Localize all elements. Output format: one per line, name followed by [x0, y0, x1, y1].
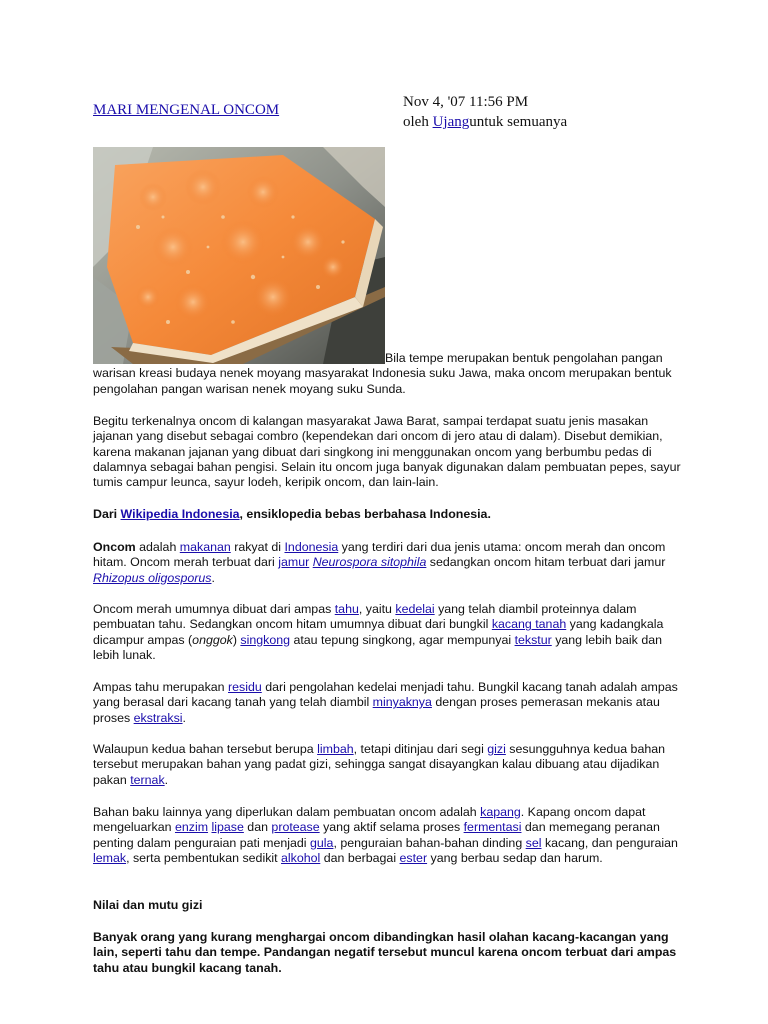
kapang-paragraph — [93, 805, 683, 866]
text: dan memegang peranan penting dalam penguraian pati menjadi — [93, 820, 660, 850]
intro-text-1: Bila tempe merupakan bentuk pengolahan pangan — [385, 351, 663, 365]
link-lipase[interactable]: lipase — [211, 820, 244, 835]
text: sedangkan oncom hitam terbuat dari jamur — [426, 555, 666, 570]
text: adalah — [135, 540, 180, 554]
author-link[interactable]: Ujang — [432, 114, 470, 130]
text: yang kadangkala dicampur ampas ( — [93, 617, 664, 647]
wikipedia-link[interactable]: Wikipedia Indonesia — [120, 507, 240, 521]
text: yang berbau sedap dan harum. — [427, 850, 603, 865]
link-limbah[interactable]: limbah — [317, 742, 354, 756]
text: Oncom merah umumnya dibuat dari ampas — [93, 602, 335, 616]
link-minyaknya[interactable]: minyaknya — [372, 695, 432, 710]
text: atau tepung singkong, agar mempunyai — [290, 632, 515, 647]
post-date: Nov 4, '07 11:56 PM — [403, 94, 529, 110]
ampas-paragraph — [93, 680, 683, 726]
source-text-1: Dari — [93, 507, 121, 521]
text: yang telah diambil proteinnya dalam pembuatan tahu. Sedangkan oncom hitam umumnya dibuat dari bungkil — [93, 602, 637, 632]
text: sesungguhnya kedua bahan tersebut merupakan bahan yang padat gizi, sehingga sangat disayangkan kalau dibuang atau dijadikan pakan — [93, 742, 666, 787]
text: . — [211, 570, 215, 585]
link-fermentasi[interactable]: fermentasi — [463, 820, 522, 835]
link-tahu[interactable]: tahu — [334, 602, 359, 616]
intro-text-2: warisan kreasi budaya nenek moyang masyarakat Indonesia suku Jawa, maka oncom merupakan bentuk pengolahan pangan warisan nenek moyang suku Sunda. — [93, 366, 672, 396]
link-ester[interactable]: ester — [399, 850, 428, 865]
text: kacang, dan penguraian — [541, 835, 678, 850]
source-paragraph — [93, 507, 683, 522]
text: rakyat di — [230, 540, 285, 554]
link-gula[interactable]: gula — [310, 835, 334, 850]
article-title-link[interactable]: MARI MENGENAL ONCOM — [93, 102, 280, 118]
text: . — [164, 772, 169, 787]
text: , serta pembentukan sedikit — [126, 850, 282, 865]
link-residu[interactable]: residu — [228, 680, 262, 694]
text: , penguraian bahan-bahan dinding — [333, 835, 526, 850]
byline-prefix: oleh — [403, 114, 433, 130]
link-neurospora[interactable]: Neurospora sitophila — [312, 555, 427, 570]
link-gizi[interactable]: gizi — [487, 742, 506, 756]
text: Ampas tahu merupakan — [93, 680, 228, 694]
link-tekstur[interactable]: tekstur — [514, 632, 552, 647]
text: dengan proses pemerasan mekanis atau proses — [93, 695, 660, 725]
link-alkohol[interactable]: alkohol — [281, 850, 321, 865]
link-jamur[interactable]: jamur — [278, 555, 310, 570]
text: . — [182, 710, 186, 725]
definition-paragraph — [93, 540, 683, 586]
post-meta — [403, 92, 567, 132]
link-protease[interactable]: protease — [271, 820, 320, 835]
link-rhizopus[interactable]: Rhizopus oligosporus — [93, 570, 212, 585]
link-sel[interactable]: sel — [525, 835, 542, 850]
text: yang lebih baik dan lebih lunak. — [93, 632, 662, 662]
text: ) — [232, 632, 241, 647]
text: Bahan baku lainnya yang diperlukan dalam pembuatan oncom adalah — [93, 805, 481, 819]
post-byline — [403, 112, 567, 132]
link-singkong[interactable]: singkong — [240, 632, 291, 647]
oncom-term: Oncom — [93, 540, 136, 554]
link-ekstraksi[interactable]: ekstraksi — [133, 710, 183, 725]
byline-audience: untuk semuanya — [469, 114, 568, 130]
text: dan — [243, 820, 272, 835]
text: , yaitu — [358, 602, 396, 616]
text: . Kapang oncom dapat mengeluarkan — [93, 805, 646, 835]
link-ternak[interactable]: ternak — [130, 772, 165, 787]
limbah-paragraph — [93, 742, 683, 788]
section-heading: Nilai dan mutu gizi — [93, 898, 203, 912]
nutrition-paragraph: Banyak orang yang kurang menghargai oncom dibandingkan hasil olahan kacang-kacangan yang lain, seperti tahu dan tempe. Pandangan negatif tersebut muncul karena oncom terbuat dari ampas tahu atau bungkil kacang tanah. — [93, 930, 677, 975]
link-kedelai[interactable]: kedelai — [395, 602, 435, 616]
text: yang aktif selama proses — [319, 820, 464, 835]
link-enzim[interactable]: enzim — [174, 820, 209, 835]
link-indonesia[interactable]: Indonesia — [284, 540, 339, 554]
article-title[interactable] — [93, 101, 279, 119]
source-text-2: , ensiklopedia bebas berbahasa Indonesia. — [239, 507, 491, 521]
text: Walaupun kedua bahan tersebut berupa — [93, 742, 318, 756]
oncom-photo — [93, 147, 385, 364]
link-makanan[interactable]: makanan — [179, 540, 231, 554]
link-kapang[interactable]: kapang — [480, 805, 521, 819]
onggok-term: onggok — [192, 632, 233, 647]
text: dan berbagai — [320, 850, 400, 865]
combro-paragraph: Begitu terkenalnya oncom di kalangan masyarakat Jawa Barat, sampai terdapat suatu jenis masakan jajanan yang disebut sebagai combro (kependekan dari oncom di jero atau di dalam). Disebut demikian, karena makanan jajanan yang dibuat dari singkong ini menggunakan oncom yang berbumbu pedas di dalamnya sebagai bahan pengisi. Selain itu oncom juga banyak digunakan dalam pembuatan pepes, sayur tumis campur leunca, sayur lodeh, keripik oncom, dan lain-lain. — [93, 414, 681, 490]
production-paragraph — [93, 602, 683, 663]
text: yang terdiri dari dua jenis utama: oncom merah dan oncom hitam. Oncom merah terbuat dari — [93, 540, 666, 570]
link-kacang-tanah[interactable]: kacang tanah — [491, 617, 567, 632]
text: dari pengolahan kedelai menjadi tahu. Bungkil kacang tanah adalah ampas yang berasal dari kacang tanah yang telah diambil — [93, 680, 678, 710]
link-lemak[interactable]: lemak — [93, 850, 127, 865]
intro-paragraph — [93, 351, 683, 397]
text: , tetapi ditinjau dari segi — [353, 742, 488, 756]
